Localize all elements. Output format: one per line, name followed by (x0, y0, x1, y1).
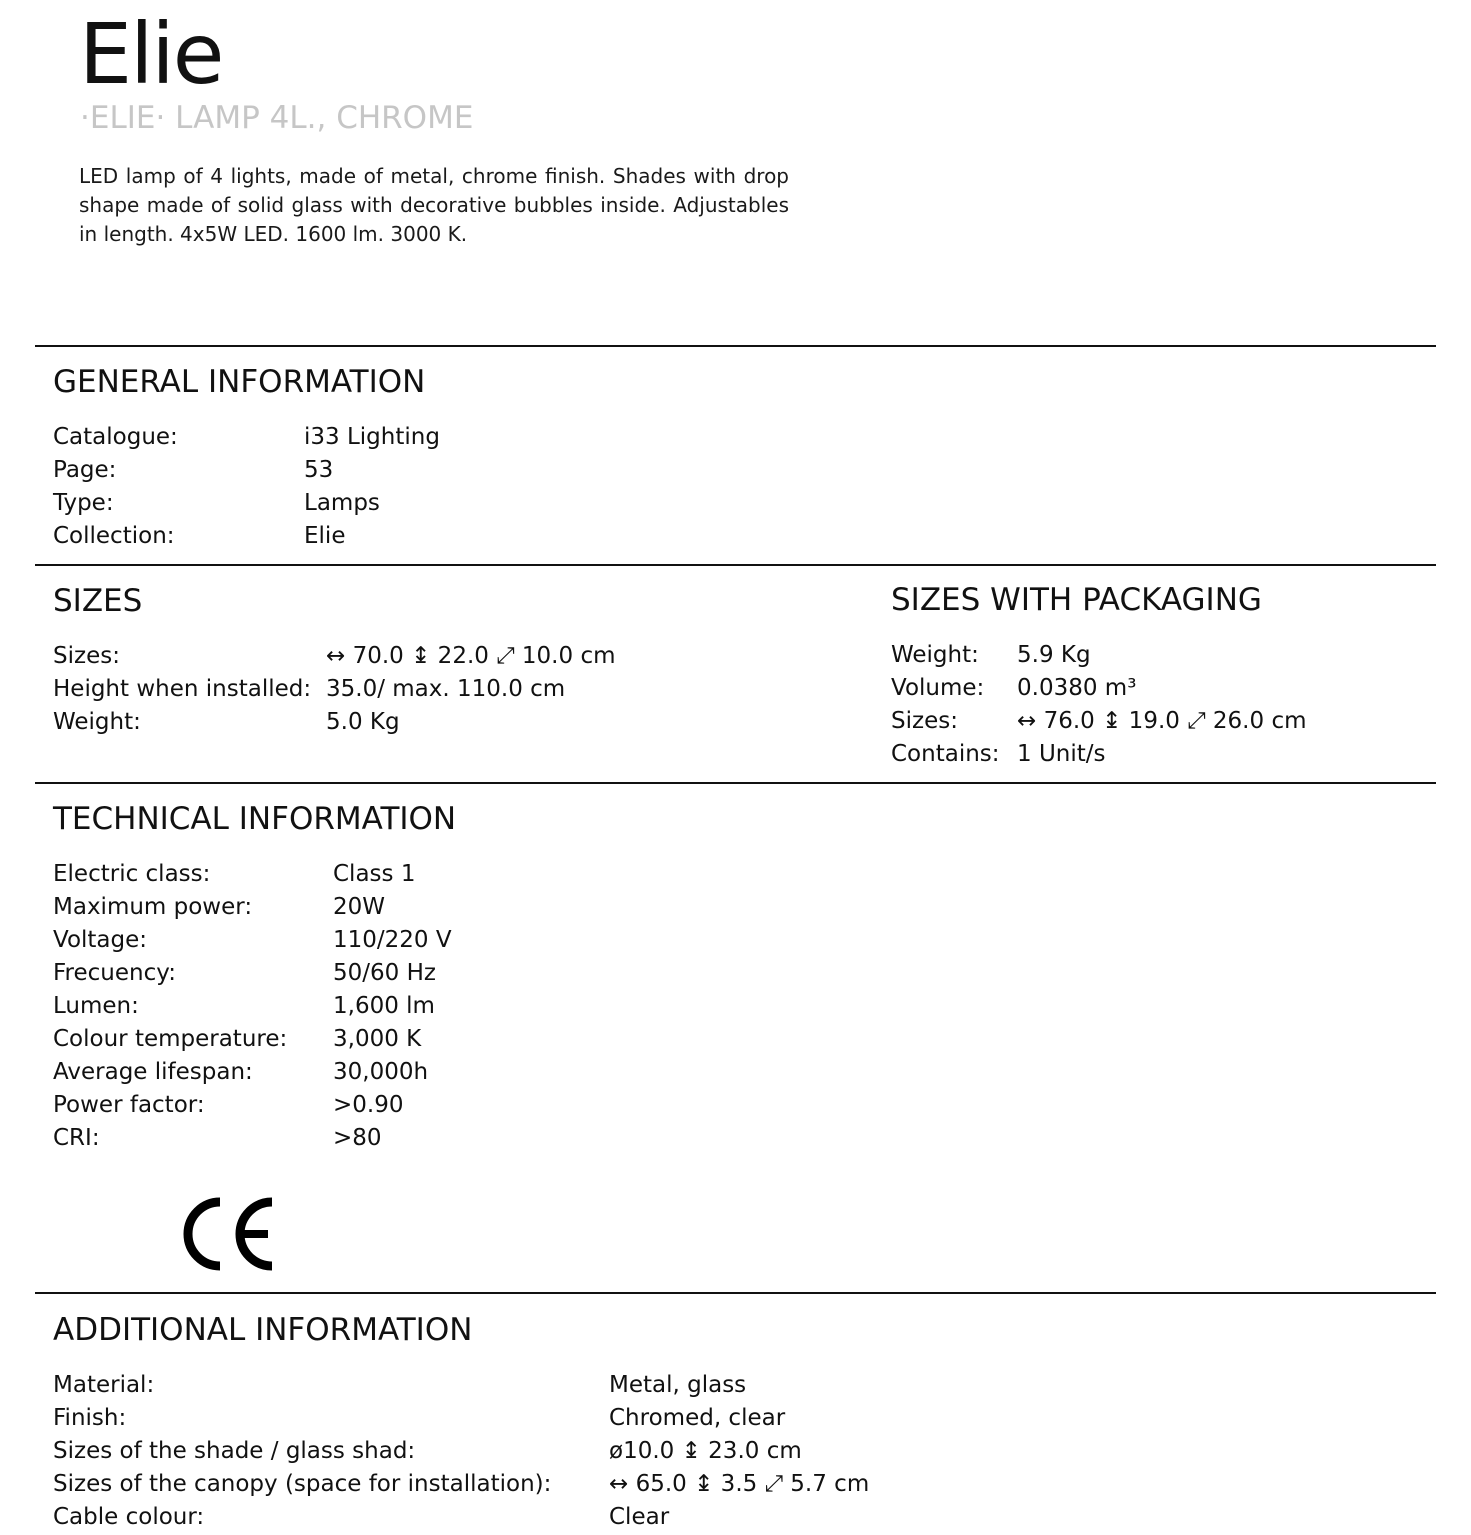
row-label: CRI: (53, 1125, 100, 1151)
product-subtitle: ·ELIE· LAMP 4L., CHROME (80, 100, 474, 136)
row-value: 5.0 Kg (326, 709, 400, 735)
row-label: Sizes: (891, 708, 958, 734)
row-label: Maximum power: (53, 894, 253, 920)
sizes-heading: SIZES (53, 583, 143, 619)
row-value: Chromed, clear (609, 1405, 786, 1431)
row-label: Type: (53, 490, 114, 516)
product-title: Elie (79, 5, 223, 103)
row-label: Electric class: (53, 861, 211, 887)
row-label: Material: (53, 1372, 155, 1398)
divider (35, 1292, 1436, 1294)
row-label: Average lifespan: (53, 1059, 253, 1085)
row-value: 0.0380 m³ (1017, 675, 1137, 701)
row-label: Page: (53, 457, 117, 483)
row-label: Lumen: (53, 993, 139, 1019)
row-value: Clear (609, 1504, 670, 1530)
row-label: Sizes: (53, 643, 120, 669)
general-heading: GENERAL INFORMATION (53, 364, 426, 400)
row-value: >0.90 (333, 1092, 404, 1118)
row-value: >80 (333, 1125, 382, 1151)
row-value: 1,600 lm (333, 993, 435, 1019)
row-label: Collection: (53, 523, 175, 549)
row-value: 110/220 V (333, 927, 452, 953)
row-value: Elie (304, 523, 346, 549)
additional-heading: ADDITIONAL INFORMATION (53, 1312, 473, 1348)
row-value: Metal, glass (609, 1372, 747, 1398)
row-label: Colour temperature: (53, 1026, 288, 1052)
row-value: 53 (304, 457, 334, 483)
row-value: ø10.0 ↨ 23.0 cm (609, 1438, 802, 1464)
product-description: LED lamp of 4 lights, made of metal, chrome finish. Shades with drop shape made of solid glass with decorative bubbles inside. Adjustables in length. 4x5W LED. 1600 lm. 3000 K. (79, 164, 789, 246)
row-value: ↔ 70.0 ↨ 22.0 ⤢ 10.0 cm (326, 643, 616, 669)
row-label: Height when installed: (53, 676, 312, 702)
row-label: Finish: (53, 1405, 127, 1431)
row-value: 35.0/ max. 110.0 cm (326, 676, 566, 702)
row-value: ↔ 65.0 ↨ 3.5 ⤢ 5.7 cm (609, 1471, 870, 1497)
technical-heading: TECHNICAL INFORMATION (53, 801, 457, 837)
ce-mark-icon (180, 1196, 276, 1272)
row-value: Lamps (304, 490, 380, 516)
row-value: Class 1 (333, 861, 416, 887)
row-label: Weight: (891, 642, 979, 668)
row-value: 3,000 K (333, 1026, 422, 1052)
row-value: i33 Lighting (304, 424, 440, 450)
row-label: Sizes of the canopy (space for installation): (53, 1471, 552, 1497)
packaging-heading: SIZES WITH PACKAGING (891, 582, 1262, 618)
row-label: Power factor: (53, 1092, 205, 1118)
row-label: Cable colour: (53, 1504, 205, 1530)
row-label: Volume: (891, 675, 985, 701)
row-value: 50/60 Hz (333, 960, 436, 986)
divider (35, 564, 1436, 566)
divider (35, 782, 1436, 784)
row-label: Voltage: (53, 927, 148, 953)
divider (35, 345, 1436, 347)
row-value: 30,000h (333, 1059, 429, 1085)
row-label: Weight: (53, 709, 141, 735)
row-label: Contains: (891, 741, 1000, 767)
row-label: Frecuency: (53, 960, 176, 986)
row-label: Catalogue: (53, 424, 178, 450)
row-label: Sizes of the shade / glass shad: (53, 1438, 416, 1464)
row-value: 1 Unit/s (1017, 741, 1106, 767)
row-value: 5.9 Kg (1017, 642, 1091, 668)
row-value: ↔ 76.0 ↨ 19.0 ⤢ 26.0 cm (1017, 708, 1307, 734)
row-value: 20W (333, 894, 386, 920)
